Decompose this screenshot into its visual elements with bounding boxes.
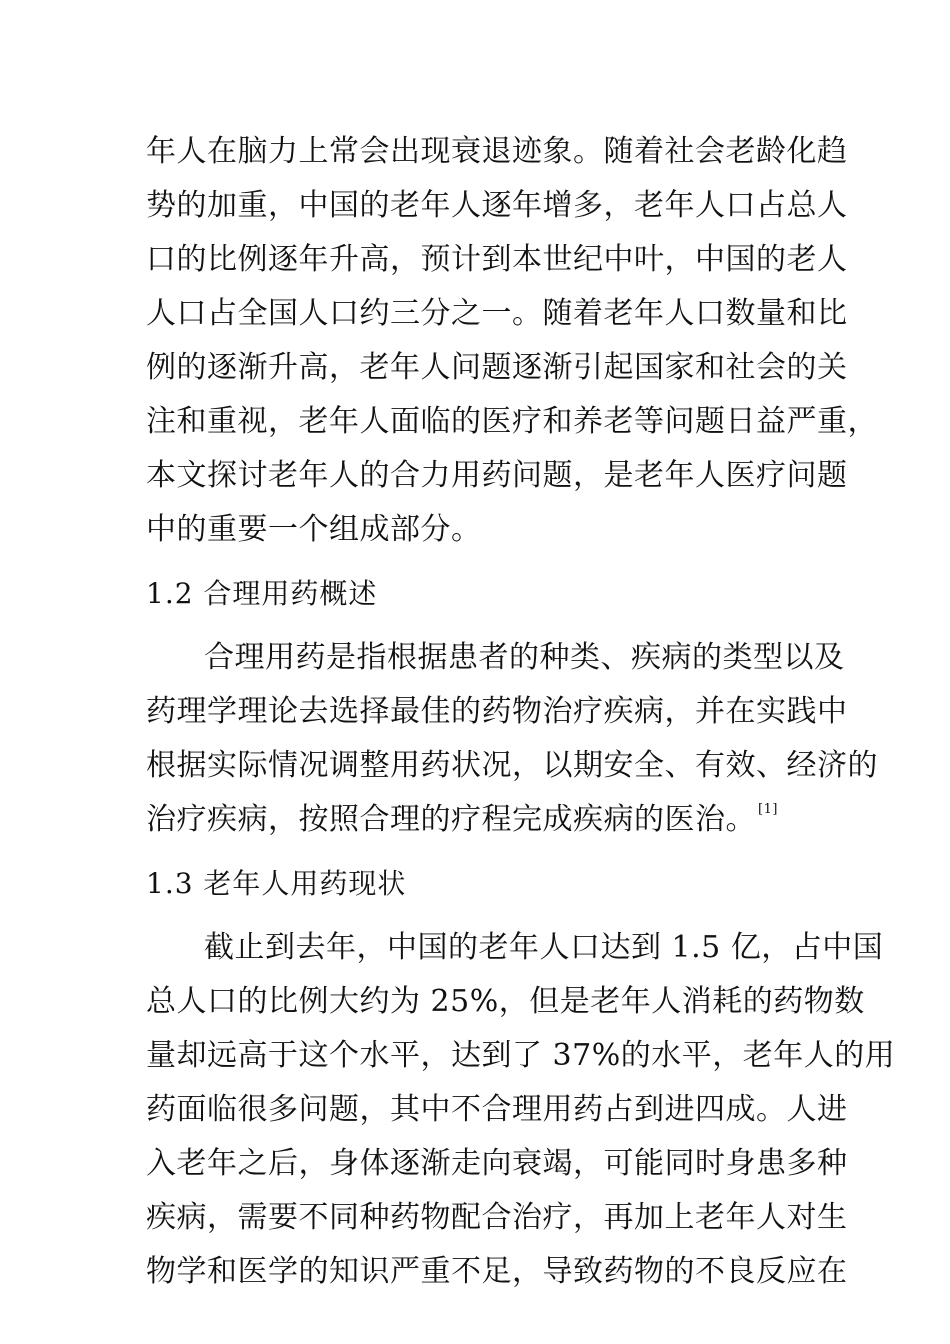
text-line: 入老年之后，身体逐渐走向衰竭，可能同时身患多种 [146, 1146, 848, 1181]
text-line: 药面临很多问题，其中不合理用药占到进四成。人进 [146, 1092, 848, 1127]
paragraph-rational-drug-use [146, 631, 878, 847]
text-line: 口的比例逐年升高，预计到本世纪中叶，中国的老人 [146, 242, 848, 277]
text-line: 物学和医学的知识严重不足，导致药物的不良反应在 [146, 1254, 848, 1289]
text-line: 根据实际情况调整用药状况，以期安全、有效、经济的 [146, 748, 878, 783]
text-line: 本文探讨老年人的合力用药问题，是老年人医疗问题 [146, 458, 848, 493]
text-line: 量却远高于这个水平，达到了 37%的水平，老年人的用 [146, 1038, 896, 1073]
text-line: 人口占全国人口约三分之一。随着老年人口数量和比 [146, 296, 848, 331]
text-line: 截止到去年，中国的老年人口达到 1.5 亿，占中国 [204, 930, 884, 965]
text-line: 合理用药是指根据患者的种类、疾病的类型以及 [204, 640, 845, 675]
paragraph-elderly-drug-status [146, 921, 896, 1299]
citation-marker: [1] [758, 802, 778, 817]
text-line: 年人在脑力上常会出现衰退迹象。随着社会老龄化趋 [146, 134, 848, 169]
paragraph-intro [146, 125, 878, 557]
text-line-with-citation [146, 793, 826, 847]
document-page [146, 125, 896, 1299]
text-line: 疾病，需要不同种药物配合治疗，再加上老年人对生 [146, 1200, 848, 1235]
text-line: 总人口的比例大约为 25%，但是老年人消耗的药物数 [146, 984, 865, 1019]
text-line: 药理学理论去选择最佳的药物治疗疾病，并在实践中 [146, 694, 848, 729]
text-line: 中的重要一个组成部分。 [146, 512, 482, 547]
section-heading-1-3: 1.3 老年人用药现状 [146, 867, 407, 900]
text-line: 注和重视，老年人面临的医疗和养老等问题日益严重， [146, 404, 878, 439]
text-line: 势的加重，中国的老年人逐年增多，老年人口占总人 [146, 188, 848, 223]
section-heading-1-2: 1.2 合理用药概述 [146, 577, 378, 610]
text-line: 例的逐渐升高，老年人问题逐渐引起国家和社会的关 [146, 350, 848, 385]
text-line: 治疗疾病，按照合理的疗程完成疾病的医治。 [146, 802, 756, 837]
